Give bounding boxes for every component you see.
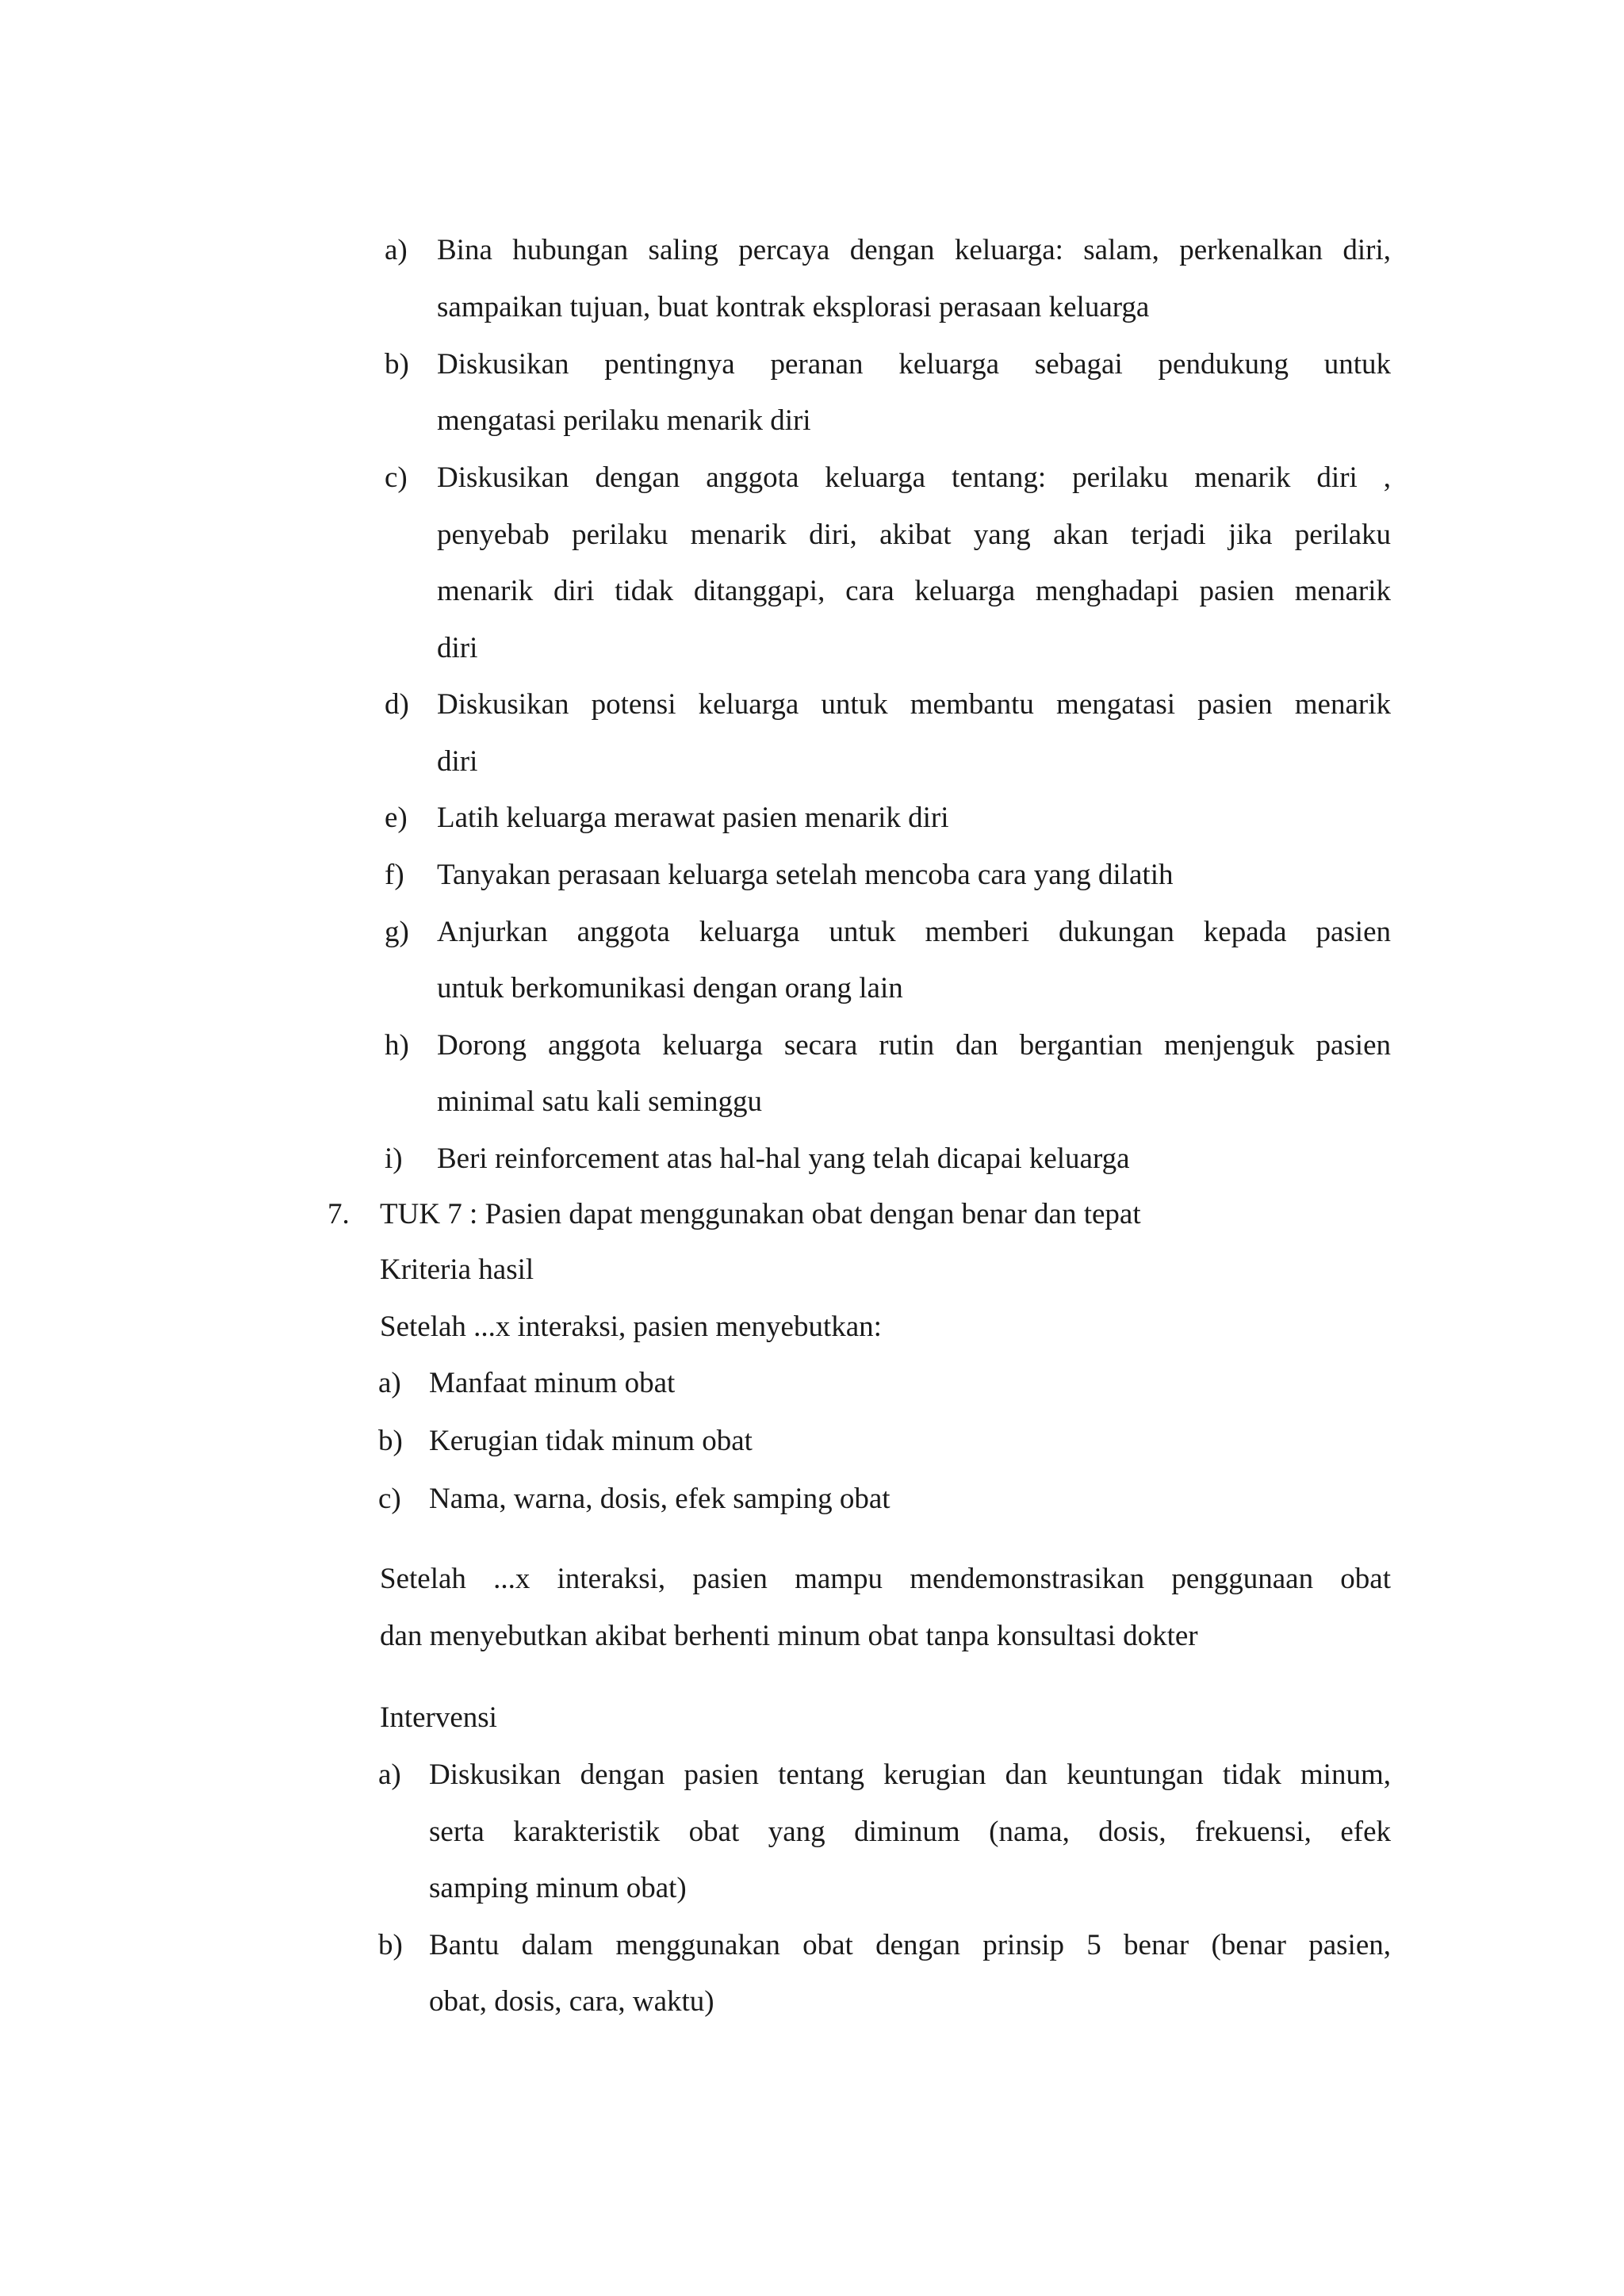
list-item-a-line-1: Bina hubungan saling percaya dengan keluarga: salam, perkenalkan diri, xyxy=(437,234,1391,266)
list-item-h-label: h) xyxy=(385,1029,409,1062)
list-item-a-label: a) xyxy=(385,234,408,266)
criteria-item-b-label: b) xyxy=(378,1425,403,1457)
list-item-g-line-2: untuk berkomunikasi dengan orang lain xyxy=(437,972,903,1004)
list-item-i-line-1: Beri reinforcement atas hal-hal yang telah dicapai keluarga xyxy=(437,1142,1130,1175)
list-item-d-label: d) xyxy=(385,688,409,721)
list-item-c-label: c) xyxy=(385,461,408,494)
intervention-b-label: b) xyxy=(378,1929,403,1961)
criteria-item-a-label: a) xyxy=(378,1367,401,1399)
section-7-number: 7. xyxy=(327,1198,350,1230)
paragraph-line-1: Setelah ...x interaksi, pasien mampu mendemonstrasikan penggunaan obat xyxy=(380,1563,1391,1595)
list-item-e-line-1: Latih keluarga merawat pasien menarik diri xyxy=(437,802,949,834)
criteria-intro: Setelah ...x interaksi, pasien menyebutkan: xyxy=(380,1311,882,1343)
list-item-a-line-2: sampaikan tujuan, buat kontrak eksplorasi perasaan keluarga xyxy=(437,291,1150,323)
list-item-b-label: b) xyxy=(385,348,409,381)
list-item-c-line-1: Diskusikan dengan anggota keluarga tentang: perilaku menarik diri , xyxy=(437,461,1391,494)
list-item-d-line-2: diri xyxy=(437,745,478,778)
intervention-heading: Intervensi xyxy=(380,1701,497,1734)
intervention-b-line-2: obat, dosis, cara, waktu) xyxy=(429,1985,714,2018)
criteria-item-c-label: c) xyxy=(378,1483,401,1515)
list-item-b-line-2: mengatasi perilaku menarik diri xyxy=(437,404,811,437)
list-item-e-label: e) xyxy=(385,802,408,834)
intervention-b-line-1: Bantu dalam menggunakan obat dengan prinsip 5 benar (benar pasien, xyxy=(429,1929,1391,1961)
intervention-a-label: a) xyxy=(378,1758,401,1791)
intervention-a-line-1: Diskusikan dengan pasien tentang kerugian dan keuntungan tidak minum, xyxy=(429,1758,1391,1791)
criteria-item-a-text: Manfaat minum obat xyxy=(429,1367,676,1399)
section-7-title: TUK 7 : Pasien dapat menggunakan obat dengan benar dan tepat xyxy=(380,1198,1141,1230)
list-item-b-line-1: Diskusikan pentingnya peranan keluarga sebagai pendukung untuk xyxy=(437,348,1391,381)
list-item-c-line-3: menarik diri tidak ditanggapi, cara keluarga menghadapi pasien menarik xyxy=(437,575,1391,607)
intervention-a-line-3: samping minum obat) xyxy=(429,1872,687,1904)
list-item-g-line-1: Anjurkan anggota keluarga untuk memberi dukungan kepada pasien xyxy=(437,916,1391,948)
paragraph-line-2: dan menyebutkan akibat berhenti minum obat tanpa konsultasi dokter xyxy=(380,1620,1198,1652)
list-item-c-line-2: penyebab perilaku menarik diri, akibat yang akan terjadi jika perilaku xyxy=(437,519,1391,551)
list-item-h-line-1: Dorong anggota keluarga secara rutin dan bergantian menjenguk pasien xyxy=(437,1029,1391,1062)
criteria-item-b-text: Kerugian tidak minum obat xyxy=(429,1425,753,1457)
list-item-h-line-2: minimal satu kali seminggu xyxy=(437,1085,763,1118)
criteria-heading: Kriteria hasil xyxy=(380,1253,534,1286)
list-item-i-label: i) xyxy=(385,1142,403,1175)
intervention-a-line-2: serta karakteristik obat yang diminum (nama, dosis, frekuensi, efek xyxy=(429,1816,1391,1848)
list-item-c-line-4: diri xyxy=(437,632,478,664)
criteria-item-c-text: Nama, warna, dosis, efek samping obat xyxy=(429,1483,891,1515)
list-item-f-label: f) xyxy=(385,859,404,891)
list-item-g-label: g) xyxy=(385,916,409,948)
list-item-f-line-1: Tanyakan perasaan keluarga setelah mencoba cara yang dilatih xyxy=(437,859,1174,891)
list-item-d-line-1: Diskusikan potensi keluarga untuk membantu mengatasi pasien menarik xyxy=(437,688,1391,721)
